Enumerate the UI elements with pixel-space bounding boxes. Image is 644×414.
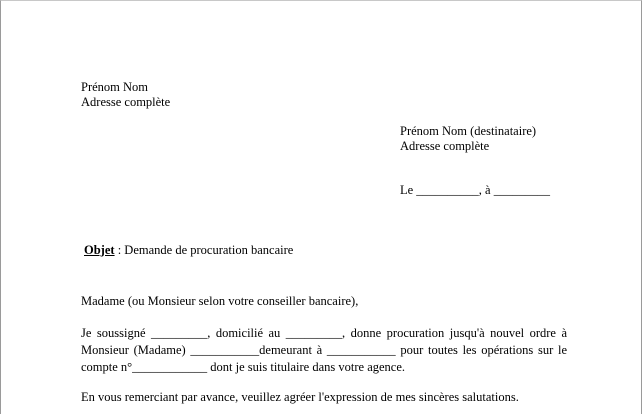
- recipient-name: Prénom Nom (destinataire): [400, 124, 537, 138]
- body-line: compte n°____________ dont je suis titulaire dans votre agence.: [81, 360, 406, 374]
- subject-text: Demande de procuration bancaire: [124, 243, 294, 257]
- sender-address: Adresse complète: [81, 95, 171, 109]
- closing-sentence: En vous remerciant par avance, veuillez agréer l'expression de mes sincères salutations.: [81, 390, 519, 404]
- body-line: Monsieur (Madame) ___________demeurant à ___________ pour toutes les opérations sur le: [81, 343, 567, 357]
- sender-name: Prénom Nom: [81, 80, 149, 94]
- letter-body: [81, 325, 567, 376]
- date-line: Le __________, à _________: [400, 183, 550, 197]
- salutation: Madame (ou Monsieur selon votre conseiller bancaire),: [81, 294, 359, 308]
- subject-line: [84, 243, 293, 258]
- body-line: Je soussigné _________, domicilié au _________, donne procuration jusqu'à nouvel ordre à: [81, 326, 567, 340]
- subject-label: Objet: [84, 243, 115, 257]
- subject-separator: :: [114, 243, 125, 257]
- recipient-address: Adresse complète: [400, 139, 490, 153]
